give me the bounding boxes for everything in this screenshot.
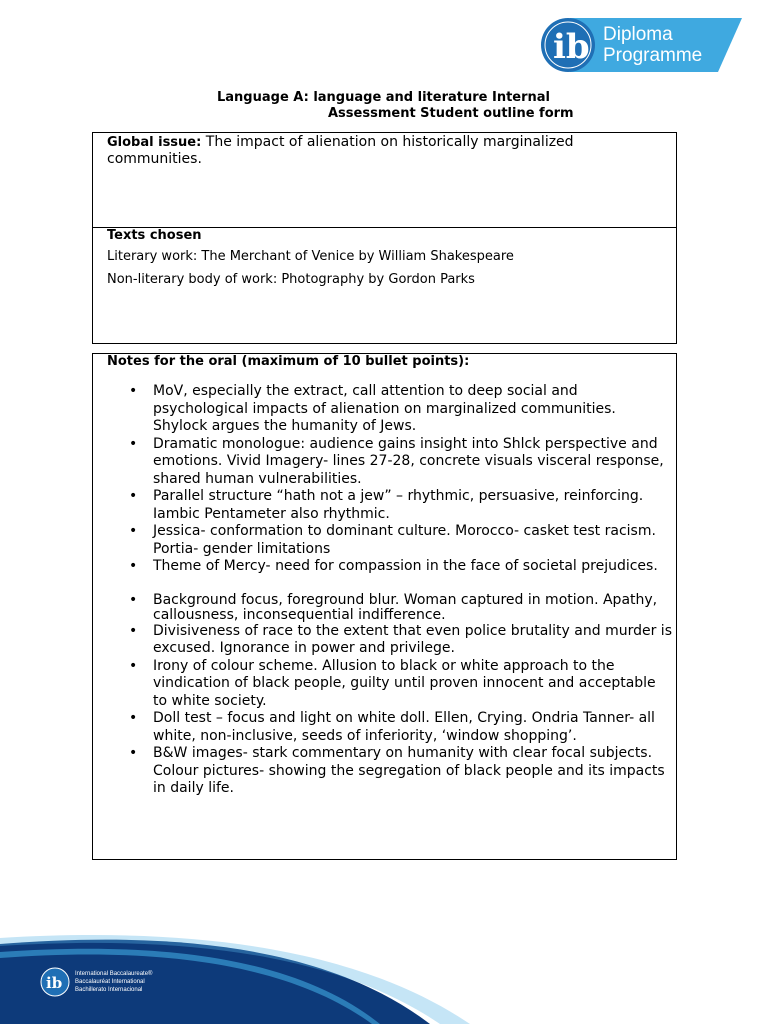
title-line-2: Assessment Student outline form bbox=[328, 106, 574, 121]
list-item: • Jessica- conformation to dominant culture. Morocco- casket test racism. Portia- gender limitations bbox=[129, 523, 674, 558]
footer-line-1: International Baccalaureate® bbox=[75, 971, 153, 977]
list-item: • Dramatic monologue: audience gains insight into Shlck perspective and emotions. Vivid Imagery- lines 27-28, concrete visuals visceral response, shared human vulnerabilities. bbox=[129, 436, 674, 489]
global-issue-box bbox=[92, 132, 677, 228]
list-item: • MoV, especially the extract, call attention to deep social and psychological impacts of alienation on marginalized communities. Shylock argues the humanity of Jews. bbox=[129, 383, 674, 436]
texts-chosen-heading: Texts chosen bbox=[107, 228, 202, 243]
list-item: • Background focus, foreground blur. Woman captured in motion. Apathy, callousness, inconsequential indifference. bbox=[129, 593, 674, 623]
notes-list bbox=[129, 383, 674, 798]
footer-ib-mark: ib bbox=[46, 974, 63, 992]
list-item: • Doll test – focus and light on white doll. Ellen, Crying. Ondria Tanner- all white, non-inclusive, seeds of inferiority, ‘window shopping’. bbox=[129, 710, 674, 745]
list-item: • Divisiveness of race to the extent that even police brutality and murder is excused. Ignorance in power and privilege. bbox=[129, 623, 674, 658]
footer-line-2: Baccalauréat International bbox=[75, 979, 145, 985]
notes-box bbox=[92, 353, 677, 860]
literary-work: Literary work: The Merchant of Venice by William Shakespeare bbox=[107, 249, 514, 264]
global-issue-value: The impact of alienation on historically marginalized communities. bbox=[107, 134, 574, 167]
global-issue-label: Global issue: bbox=[107, 135, 202, 150]
notes-heading: Notes for the oral (maximum of 10 bullet points): bbox=[107, 354, 470, 369]
ib-brand-mark: ib bbox=[553, 27, 590, 67]
list-item: • Parallel structure “hath not a jew” – rhythmic, persuasive, reinforcing. Iambic Pentameter also rhythmic. bbox=[129, 488, 674, 523]
global-issue-text bbox=[107, 134, 667, 167]
logo-line1: Diploma bbox=[603, 24, 673, 45]
non-literary-work: Non-literary body of work: Photography by Gordon Parks bbox=[107, 272, 475, 287]
ib-diploma-logo bbox=[540, 16, 742, 74]
footer-banner bbox=[0, 930, 768, 1024]
list-item: • B&W images- stark commentary on humanity with clear focal subjects. Colour pictures- showing the segregation of black people and its impacts in daily life. bbox=[129, 745, 674, 798]
texts-chosen-box bbox=[92, 227, 677, 344]
title-line-1: Language A: language and literature Internal bbox=[217, 90, 551, 105]
logo-line2: Programme bbox=[603, 45, 703, 66]
list-item: • Theme of Mercy- need for compassion in the face of societal prejudices. bbox=[129, 558, 674, 576]
footer-line-3: Bachillerato Internacional bbox=[75, 987, 143, 993]
list-item: • Irony of colour scheme. Allusion to black or white approach to the vindication of black people, guilty until proven innocent and acceptable to white society. bbox=[129, 658, 674, 711]
